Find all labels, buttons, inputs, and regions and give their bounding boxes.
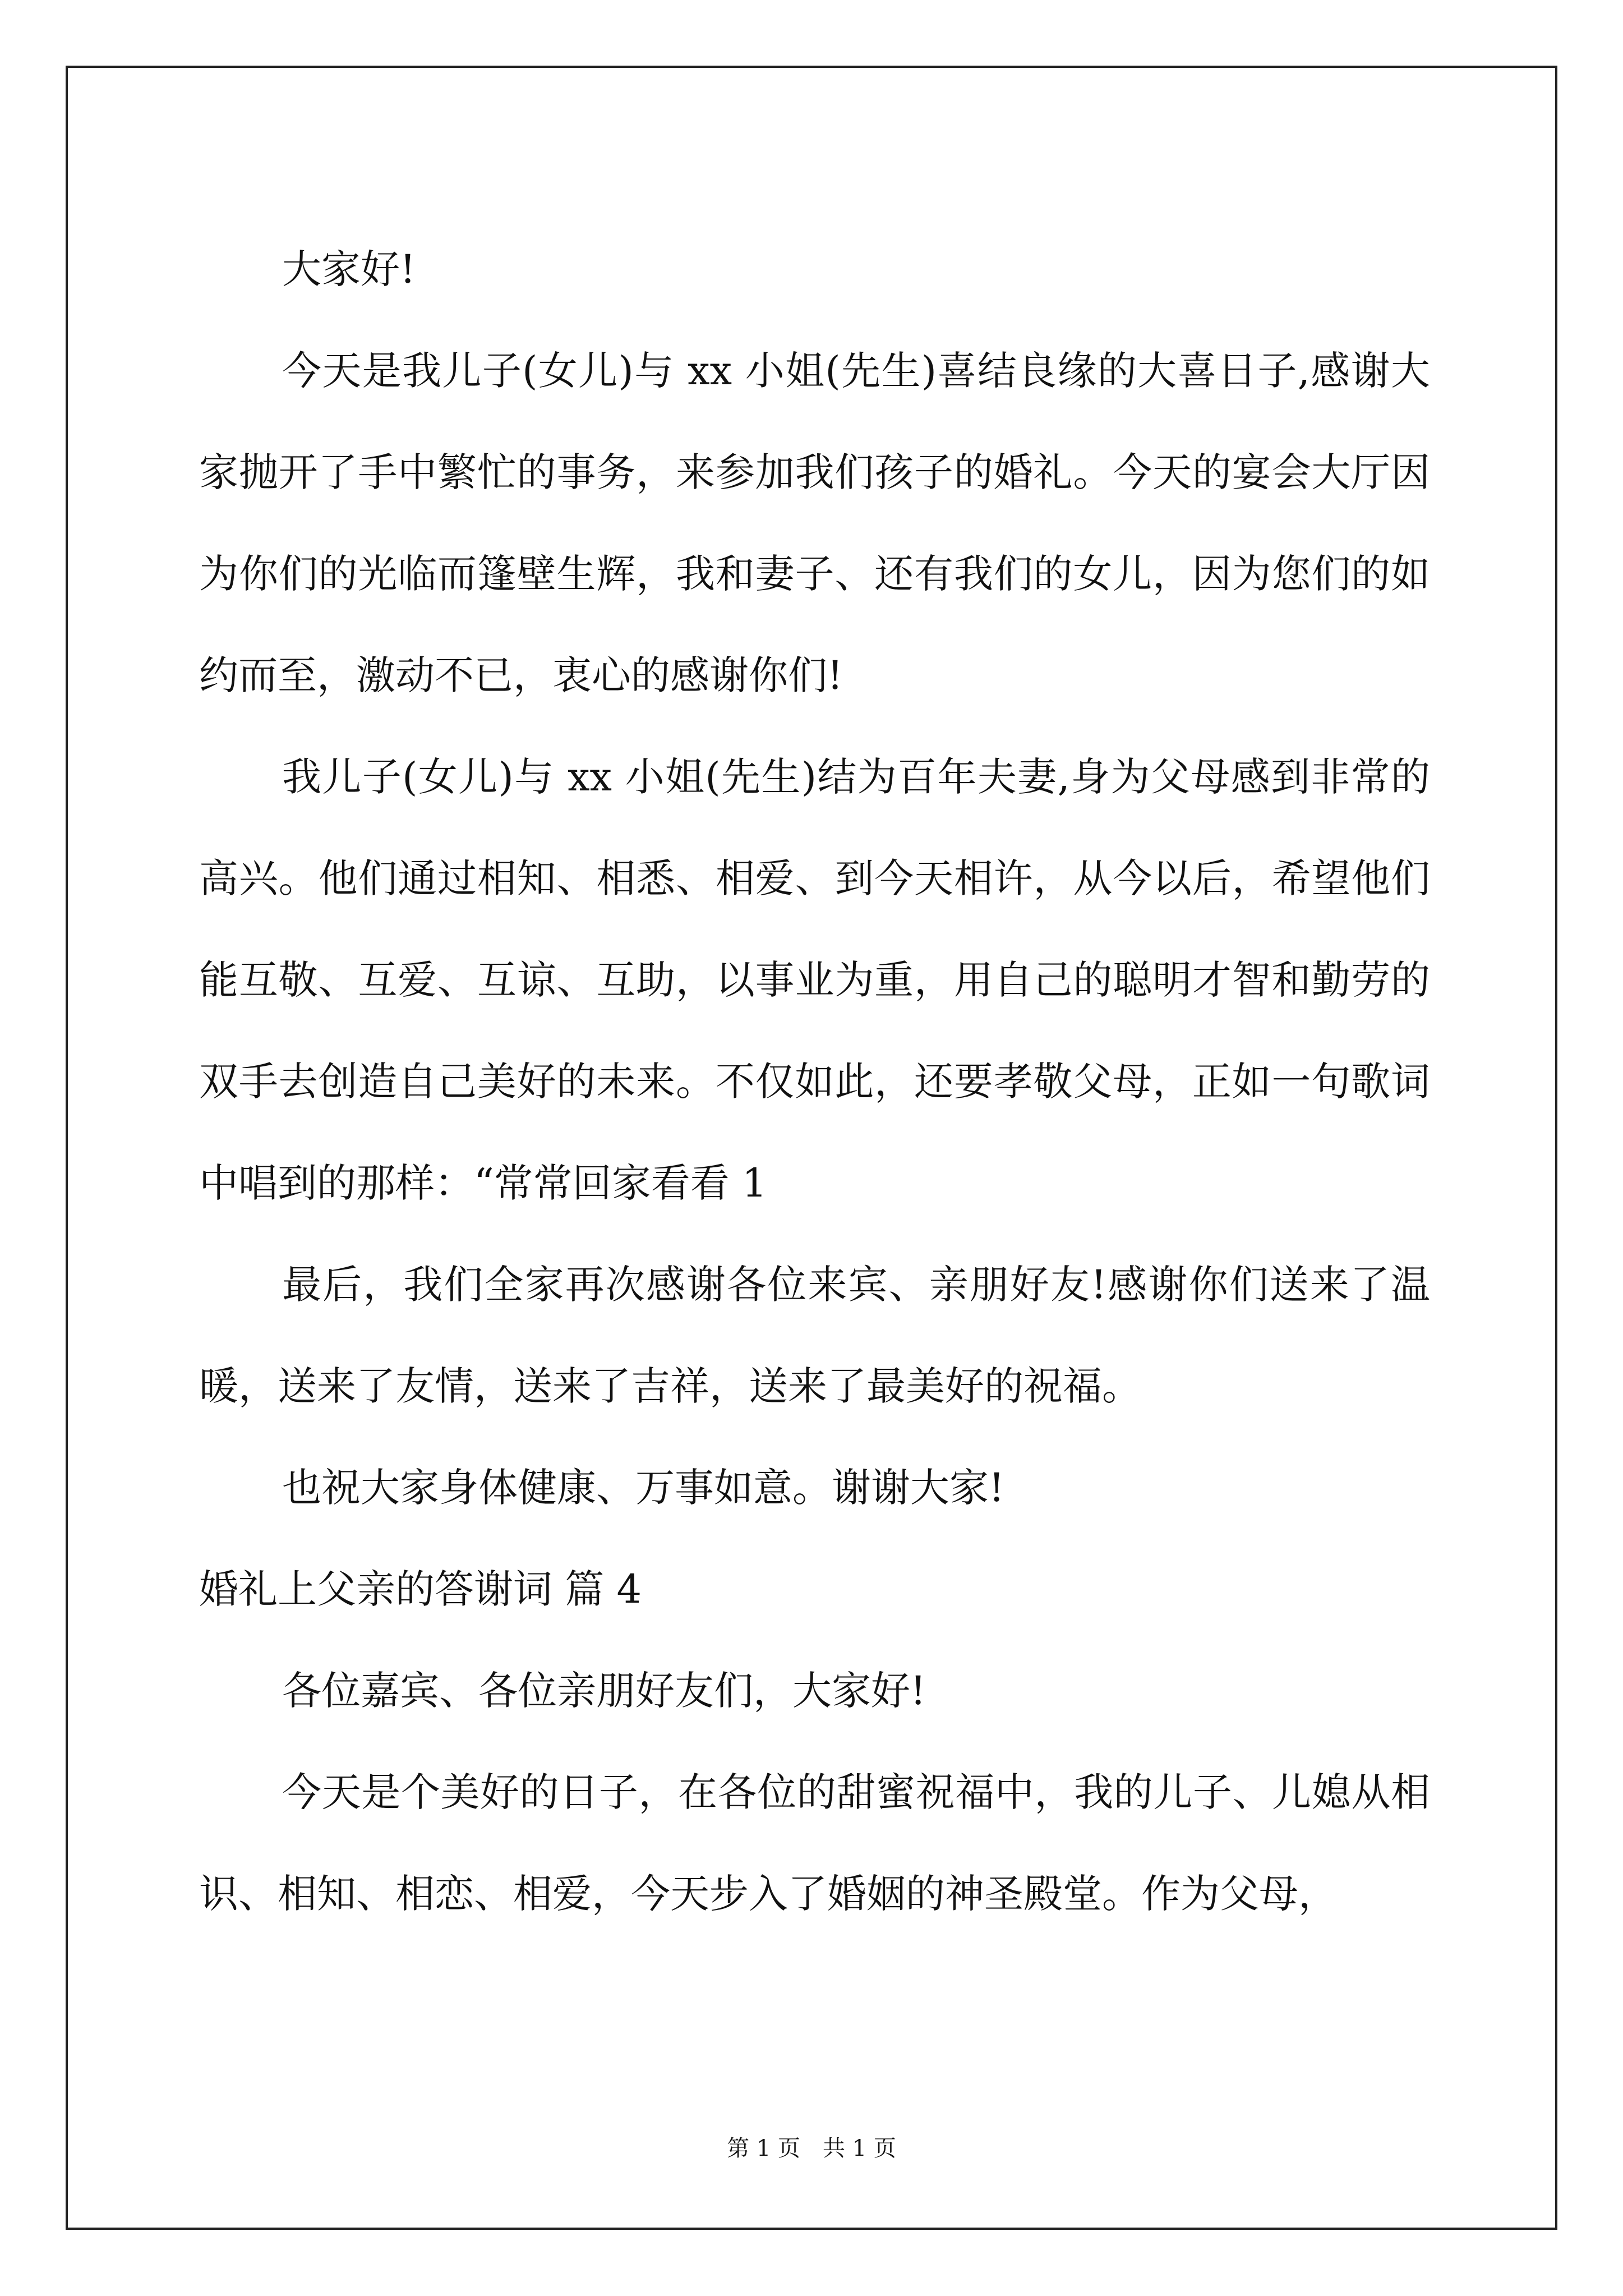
paragraph-greeting: 大家好! (282, 246, 416, 292)
paragraph-thanks: 今天是我儿子(女儿)与 xx 小姐(先生)喜结良缘的大喜日子,感谢大家抛开了手中繁忙的事务，来参加我们孩子的婚礼。今天的宴会大厅因为你们的光临而篷壁生辉，我和妻子、还有我们的女儿，因为您们的如约而至，激动不已，衷心的感谢你们! (199, 348, 1430, 698)
paragraph-wishes: 我儿子(女儿)与 xx 小姐(先生)结为百年夫妻,身为父母感到非常的高兴。他们通过相知、相悉、相爱、到今天相许，从今以后，希望他们能互敬、互爱、互谅、互助，以事业为重，用自己的聪明才智和勤劳的双手去创造自己美好的未来。不仅如此，还要孝敬父母，正如一句歌词中唱到的那样：“常常回家看看 1 (199, 754, 1430, 1206)
document-body (199, 219, 1430, 1945)
paragraph-greeting-2: 各位嘉宾、各位亲朋好友们，大家好! (282, 1668, 926, 1714)
paragraph-intro-2: 今天是个美好的日子，在各位的甜蜜祝福中，我的儿子、儿媳从相识、相知、相恋、相爱，今天步入了婚姻的神圣殿堂。作为父母， (199, 1769, 1430, 1917)
section-heading: 婚礼上父亲的答谢词 篇 4 (199, 1566, 642, 1612)
page-footer: 第 1 页 共 1 页 (727, 2136, 896, 2161)
paragraph-blessing: 也祝大家身体健康、万事如意。谢谢大家! (282, 1465, 1005, 1511)
paragraph-closing: 最后，我们全家再次感谢各位来宾、亲朋好友!感谢你们送来了温暖，送来了友情，送来了吉祥，送来了最美好的祝福。 (199, 1262, 1430, 1409)
